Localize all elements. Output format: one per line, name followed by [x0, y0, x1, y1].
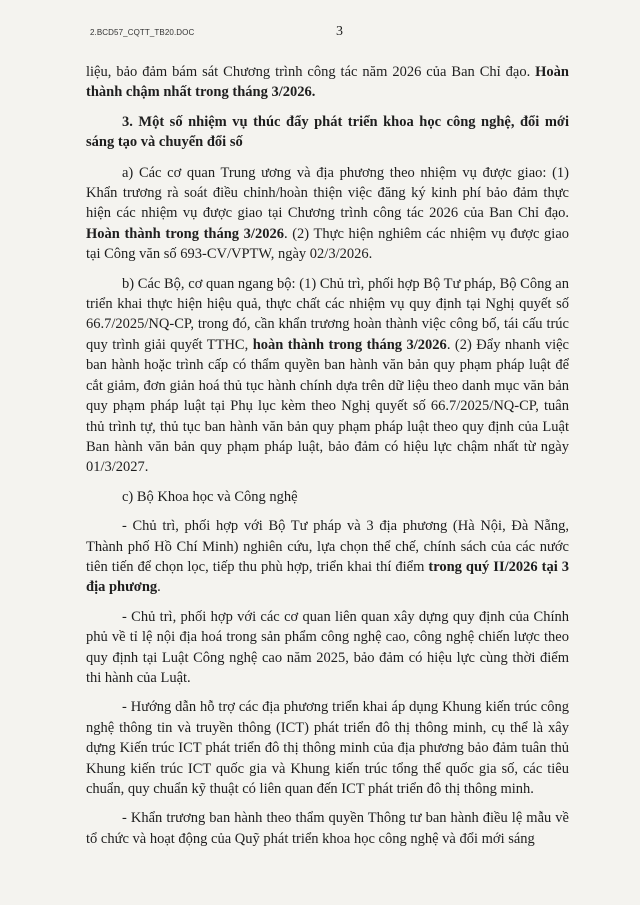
paragraph-continuation — [86, 62, 569, 103]
document-body — [86, 62, 569, 858]
paragraph-text: . — [157, 579, 161, 596]
deadline-text: hoàn thành trong tháng 3/2026 — [252, 336, 447, 353]
section-heading: 3. Một số nhiệm vụ thúc đẩy phát triển khoa học công nghệ, đổi mới sáng tạo và chuyển đổi số — [86, 113, 569, 151]
file-name-label: 2.BCD57_CQTT_TB20.DOC — [90, 28, 195, 37]
deadline-text: Hoàn thành trong tháng 3/2026 — [86, 225, 284, 242]
page-number: 3 — [336, 24, 343, 39]
deadline-text: Hoàn thành chậm nhất trong tháng 3/2026. — [86, 64, 569, 101]
bullet-item: - Khẩn trương ban hành theo thẩm quyền Thông tư ban hành điều lệ mẫu về tổ chức và hoạt động của Quỹ phát triển khoa học công nghệ và đổi mới sáng — [86, 810, 569, 847]
bullet-item: - Hướng dẫn hỗ trợ các địa phương triển khai áp dụng Khung kiến trúc công nghệ thông tin và truyền thông (ICT) phát triển đô thị thông minh, cụ thể là xây dựng Kiến trúc ICT phát triển đô thị thông minh của địa phương bảo đảm tuân thủ Khung kiến trúc ICT quốc gia và Khung kiến trúc tổng thể quốc gia số, các tiêu chuẩn, quy chuẩn kỹ thuật có liên quan đến ICT phát triển đô thị thông minh. — [86, 699, 569, 797]
paragraph-text: . (2) Thực hiện nghiêm các nhiệm vụ được giao tại Công văn số 693-CV/VPTW, ngày 02/3/2026. — [86, 225, 569, 263]
paragraph-text: b) Các Bộ, cơ quan ngang bộ: (1) Chủ trì, phối hợp Bộ Tư pháp, Bộ Công an triển khai thực hiện hiệu quả, thực chất các nhiệm vụ quy định tại Nghị quyết số 66.7/2025/NQ-CP, trong đó, cần khẩn trương hoàn thành việc công bố, tái cấu trúc quy trình giải quyết TTHC, — [86, 275, 569, 353]
paragraph-b — [86, 274, 569, 478]
paragraph-text: liệu, bảo đảm bám sát Chương trình công tác năm 2026 của Ban Chỉ đạo. — [86, 64, 536, 80]
bullet-item: - Chủ trì, phối hợp với các cơ quan liên quan xây dựng quy định của Chính phủ về tỉ lệ nội địa hoá trong sản phẩm công nghệ cao, công nghệ chiến lược theo quy định tại Luật Công nghệ cao năm 2025, bảo đảm có hiệu lực cùng thời điểm thi hành của Luật. — [86, 608, 569, 686]
paragraph-text: . (2) Đẩy nhanh việc ban hành hoặc trình cấp có thẩm quyền ban hành văn bản quy phạm pháp luật để cắt giảm, đơn giản hoá thủ tục hành chính dựa trên dữ liệu theo danh mục văn bản quy phạm pháp luật tại Phụ lục kèm theo Nghị quyết số 66.7/2025/NQ-CP, tuân thủ trình tự, thủ tục ban hành văn bản quy phạm pháp luật theo quy định của Luật Ban hành văn bản quy phạm pháp luật, bảo đảm có hiệu lực chậm nhất từ ngày 01/3/2027. — [86, 336, 569, 476]
paragraph-text: - Chủ trì, phối hợp với Bộ Tư pháp và 3 địa phương (Hà Nội, Đà Nẵng, Thành phố Hồ Chí Minh) nghiên cứu, lựa chọn thể chế, chính sách của các nước tiên tiến để chọn lọc, tiếp thu phù hợp, triển khai thí điểm — [86, 518, 569, 575]
paragraph-c: c) Bộ Khoa học và Công nghệ — [122, 488, 298, 505]
bullet-item — [86, 516, 569, 598]
paragraph-text: a) Các cơ quan Trung ương và địa phương theo nhiệm vụ được giao: (1) Khẩn trương rà soát điều chỉnh/hoàn thiện việc đăng ký kinh phí bảo đảm thực hiện các nhiệm vụ được giao tại Chương trình công tác 2026 của Ban Chỉ đạo. — [86, 164, 569, 222]
deadline-text: trong quý II/2026 tại 3 địa phương — [86, 558, 569, 596]
paragraph-a — [86, 163, 569, 265]
